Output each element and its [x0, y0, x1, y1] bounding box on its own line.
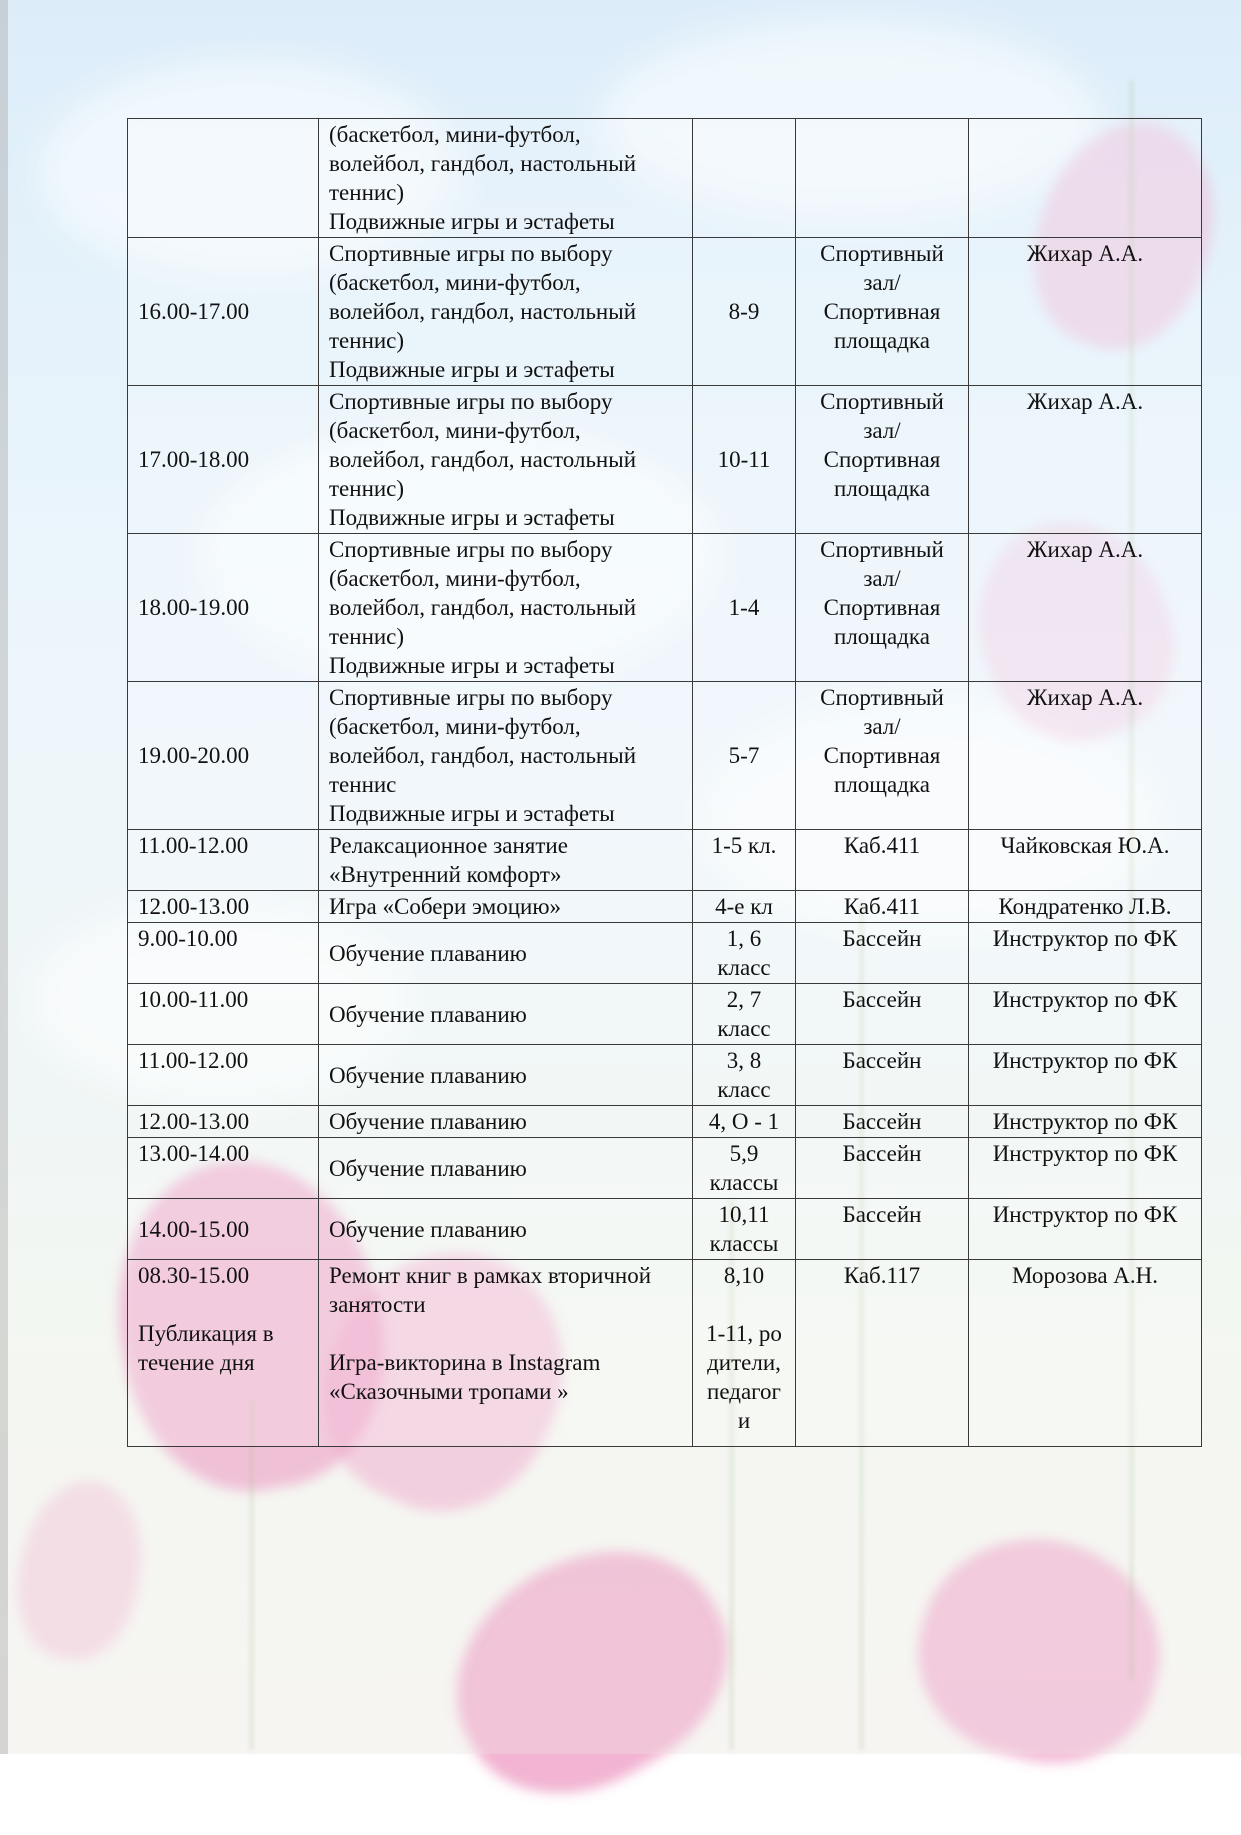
grade-cell: 10-11: [693, 386, 796, 534]
activity-cell: Обучение плаванию: [319, 984, 693, 1045]
activity-cell: Спортивные игры по выбору (баскетбол, мини-футбол, волейбол, гандбол, настольный теннис Подвижные игры и эстафеты: [319, 682, 693, 830]
activity-cell: (баскетбол, мини-футбол, волейбол, гандбол, настольный теннис) Подвижные игры и эстафеты: [319, 119, 693, 238]
place-cell: Каб.117: [796, 1260, 969, 1447]
time-cell: 12.00-13.00: [128, 891, 319, 923]
table-row: [128, 1045, 1202, 1106]
time-cell: [128, 1260, 319, 1447]
person-cell: [969, 119, 1202, 238]
time-cell: [128, 119, 319, 238]
activity-cell: Обучение плаванию: [319, 923, 693, 984]
grade-cell: 1-5 кл.: [693, 830, 796, 891]
schedule-table: [127, 118, 1202, 1447]
time-cell: 13.00-14.00: [128, 1138, 319, 1199]
place-cell: Спортивный зал/Спортивная площадка: [796, 682, 969, 830]
table-row: [128, 119, 1202, 238]
activity-cell: Спортивные игры по выбору (баскетбол, мини-футбол, волейбол, гандбол, настольный теннис) Подвижные игры и эстафеты: [319, 386, 693, 534]
place-cell: Бассейн: [796, 1106, 969, 1138]
table-row: [128, 1199, 1202, 1260]
person-cell: Инструктор по ФК: [969, 1106, 1202, 1138]
place-cell: Бассейн: [796, 1045, 969, 1106]
table-row: [128, 830, 1202, 891]
activity-cell: Спортивные игры по выбору (баскетбол, мини-футбол, волейбол, гандбол, настольный теннис) Подвижные игры и эстафеты: [319, 534, 693, 682]
place-cell: Бассейн: [796, 923, 969, 984]
person-cell: Морозова А.Н.: [969, 1260, 1202, 1447]
grade-cell: 1-4: [693, 534, 796, 682]
grade-cell: 8-9: [693, 238, 796, 386]
time-cell: 11.00-12.00: [128, 1045, 319, 1106]
grade-cell: 4-е кл: [693, 891, 796, 923]
activity-cell: Обучение плаванию: [319, 1045, 693, 1106]
place-cell: Каб.411: [796, 891, 969, 923]
person-cell: Кондратенко Л.В.: [969, 891, 1202, 923]
grade-2: 1-11, родители,педагоги: [706, 1321, 782, 1433]
activity-cell: [319, 1260, 693, 1447]
grade-cell: 10,11 классы: [693, 1199, 796, 1260]
grade-cell: 4, О - 1: [693, 1106, 796, 1138]
time-cell: 14.00-15.00: [128, 1199, 319, 1260]
grade-cell: [693, 1260, 796, 1447]
place-cell: Спортивный зал/Спортивная площадка: [796, 386, 969, 534]
time-note: Публикация в течение дня: [138, 1321, 274, 1375]
place-cell: Бассейн: [796, 984, 969, 1045]
time-cell: 19.00-20.00: [128, 682, 319, 830]
place-cell: Спортивный зал/Спортивная площадка: [796, 238, 969, 386]
person-cell: Жихар А.А.: [969, 534, 1202, 682]
person-cell: Инструктор по ФК: [969, 1199, 1202, 1260]
table-row: [128, 923, 1202, 984]
table-row: [128, 682, 1202, 830]
time-cell: 17.00-18.00: [128, 386, 319, 534]
table-row: [128, 1260, 1202, 1447]
grade-1: 8,10: [723, 1263, 765, 1288]
time-cell: 9.00-10.00: [128, 923, 319, 984]
time-cell: 18.00-19.00: [128, 534, 319, 682]
activity-cell: Обучение плаванию: [319, 1106, 693, 1138]
table-row: [128, 238, 1202, 386]
place-cell: Спортивный зал/Спортивная площадка: [796, 534, 969, 682]
person-cell: Жихар А.А.: [969, 386, 1202, 534]
person-cell: Инструктор по ФК: [969, 1045, 1202, 1106]
activity-cell: Спортивные игры по выбору (баскетбол, мини-футбол, волейбол, гандбол, настольный теннис) Подвижные игры и эстафеты: [319, 238, 693, 386]
table-row: [128, 891, 1202, 923]
table-row: [128, 534, 1202, 682]
person-cell: Жихар А.А.: [969, 238, 1202, 386]
person-cell: Инструктор по ФК: [969, 923, 1202, 984]
grade-cell: 1, 6 класс: [693, 923, 796, 984]
place-cell: Бассейн: [796, 1138, 969, 1199]
activity-cell: Обучение плаванию: [319, 1138, 693, 1199]
grade-cell: 5,9 классы: [693, 1138, 796, 1199]
time-cell: 11.00-12.00: [128, 830, 319, 891]
time-start: 08.30-15.00: [138, 1263, 250, 1288]
person-cell: Чайковская Ю.А.: [969, 830, 1202, 891]
activity-cell: Релаксационное занятие «Внутренний комфорт»: [319, 830, 693, 891]
activity-cell: Обучение плаванию: [319, 1199, 693, 1260]
place-cell: Каб.411: [796, 830, 969, 891]
place-cell: [796, 119, 969, 238]
person-cell: Инструктор по ФК: [969, 984, 1202, 1045]
table-row: [128, 386, 1202, 534]
place-cell: Бассейн: [796, 1199, 969, 1260]
table-row: [128, 1138, 1202, 1199]
table-row: [128, 1106, 1202, 1138]
grade-cell: 2, 7 класс: [693, 984, 796, 1045]
grade-cell: 5-7: [693, 682, 796, 830]
table-row: [128, 984, 1202, 1045]
activity-1: Ремонт книг в рамках вторичной занятости: [329, 1263, 652, 1317]
grade-cell: 3, 8 класс: [693, 1045, 796, 1106]
activity-2: Игра-викторина в Instagram «Сказочными тропами »: [329, 1350, 601, 1404]
time-cell: 12.00-13.00: [128, 1106, 319, 1138]
person-cell: Жихар А.А.: [969, 682, 1202, 830]
activity-cell: Игра «Собери эмоцию»: [319, 891, 693, 923]
grade-cell: [693, 119, 796, 238]
person-cell: Инструктор по ФК: [969, 1138, 1202, 1199]
time-cell: 10.00-11.00: [128, 984, 319, 1045]
time-cell: 16.00-17.00: [128, 238, 319, 386]
